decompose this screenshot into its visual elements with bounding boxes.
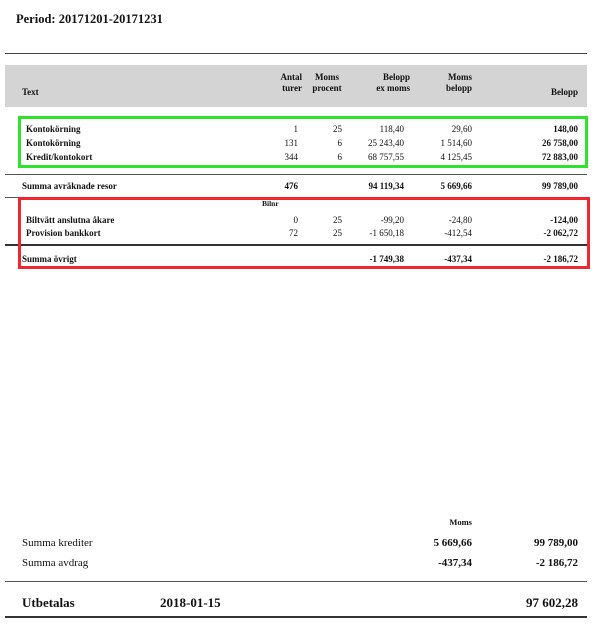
utbetalas-date: 2018-01-15 <box>160 595 221 610</box>
row-antal: 344 <box>284 152 298 162</box>
row-text: Provision bankkort <box>26 228 101 238</box>
summa-resor-belopp: 99 789,00 <box>542 181 578 191</box>
row-moms-belopp: -24,80 <box>448 215 472 225</box>
summa-resor-moms-belopp: 5 669,66 <box>440 181 472 191</box>
row-belopp: -124,00 <box>550 215 578 225</box>
row-moms-belopp: -412,54 <box>444 228 472 238</box>
row-text: Biltvätt anslutna åkare <box>26 215 115 225</box>
row-text: Kontokörning <box>26 138 81 148</box>
row-moms: 6 <box>337 152 342 162</box>
header-antal: Antal turer <box>280 72 302 93</box>
summa-avdrag-belopp: -2 186,72 <box>535 557 578 569</box>
bilnr-label: Bilnr <box>262 199 279 208</box>
summa-krediter-belopp: 99 789,00 <box>534 537 578 549</box>
row-moms-belopp: 29,60 <box>451 124 472 134</box>
header-belopp: Belopp <box>550 87 578 97</box>
row-moms: 25 <box>333 215 342 225</box>
utbetalas-label: Utbetalas <box>22 595 75 610</box>
divider <box>5 581 587 582</box>
row-moms: 6 <box>337 138 342 148</box>
row-ex-moms: 25 243,40 <box>368 138 404 148</box>
row-antal: 131 <box>284 138 298 148</box>
period-title: Period: 20171201-20171231 <box>16 12 163 26</box>
header-text: Text <box>22 87 39 97</box>
summa-krediter-label: Summa krediter <box>22 537 93 549</box>
summa-resor-antal: 476 <box>284 181 298 191</box>
utbetalas-belopp: 97 602,28 <box>526 595 578 610</box>
row-moms-belopp: 1 514,60 <box>440 138 472 148</box>
top-divider <box>5 53 587 54</box>
row-ex-moms: 68 757,55 <box>368 152 404 162</box>
summa-ovrigt-ex-moms: -1 749,38 <box>369 254 404 264</box>
row-moms: 25 <box>333 124 342 134</box>
row-text: Kontokörning <box>26 124 81 134</box>
row-ex-moms: 118,40 <box>379 124 404 134</box>
row-belopp: 148,00 <box>553 124 578 134</box>
row-belopp: -2 062,72 <box>543 228 578 238</box>
row-text: Kredit/kontokort <box>26 152 93 162</box>
row-antal: 0 <box>293 215 298 225</box>
header-belopp-ex-moms: Belopp ex moms <box>376 72 410 93</box>
row-moms-belopp: 4 125,45 <box>440 152 472 162</box>
summa-avdrag-label: Summa avdrag <box>22 557 89 569</box>
red-highlight-box <box>18 197 590 269</box>
summa-resor-ex-moms: 94 119,34 <box>368 181 404 191</box>
header-moms-belopp: Moms belopp <box>445 72 472 93</box>
footer-moms-header: Moms <box>449 517 472 527</box>
summa-avdrag-moms: -437,34 <box>438 557 472 569</box>
header-moms-procent: Moms procent <box>312 72 342 93</box>
row-ex-moms: -99,20 <box>380 215 404 225</box>
row-belopp: 26 758,00 <box>542 138 578 148</box>
row-moms: 25 <box>333 228 342 238</box>
row-ex-moms: -1 650,18 <box>369 228 404 238</box>
row-belopp: 72 883,00 <box>542 152 578 162</box>
summa-ovrigt-label: Summa övrigt <box>22 254 77 264</box>
row-antal: 1 <box>293 124 298 134</box>
summa-ovrigt-belopp: -2 186,72 <box>543 254 578 264</box>
green-highlight-box <box>18 116 588 168</box>
row-antal: 72 <box>289 228 298 238</box>
summa-ovrigt-moms-belopp: -437,34 <box>444 254 472 264</box>
summa-resor-label: Summa avräknade resor <box>22 181 117 191</box>
divider <box>5 174 587 175</box>
summa-krediter-moms: 5 669,66 <box>433 537 472 549</box>
bottom-divider <box>5 616 587 618</box>
